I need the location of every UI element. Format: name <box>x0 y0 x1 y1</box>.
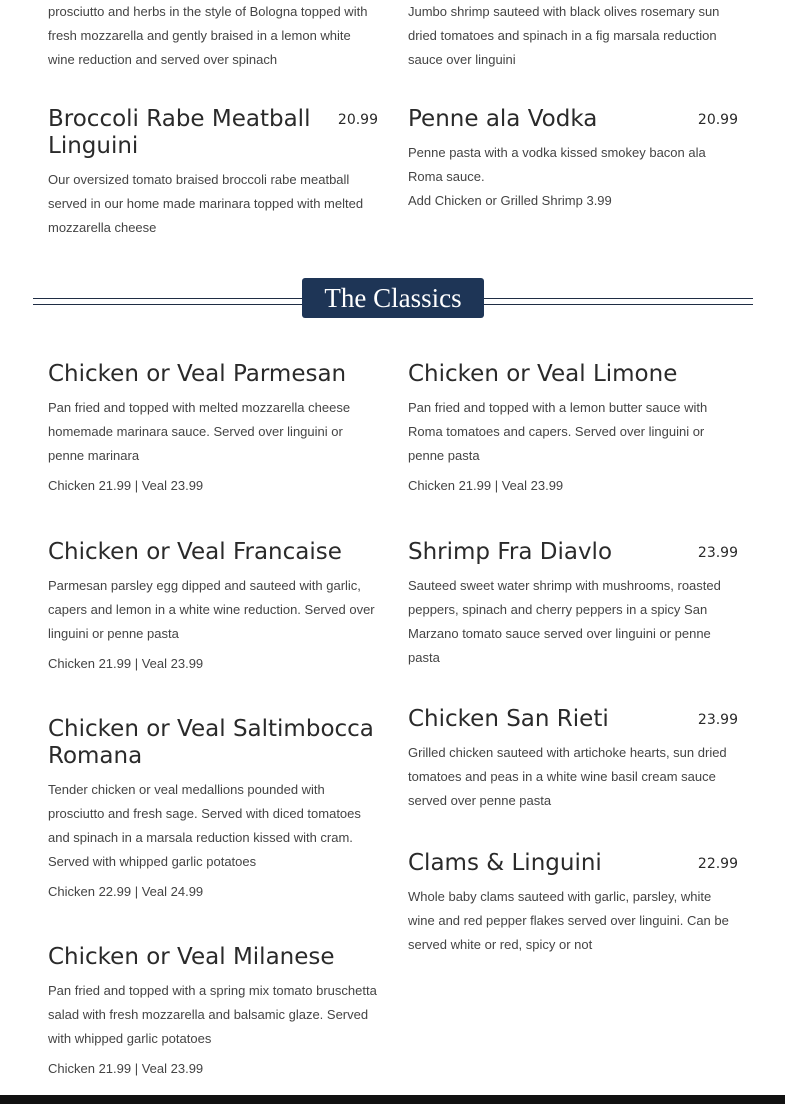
menu-item <box>48 539 378 671</box>
menu-item-addon: Add Chicken or Grilled Shrimp 3.99 <box>408 193 612 208</box>
menu-item <box>408 361 738 493</box>
menu-item-price: 23.99 <box>697 712 738 728</box>
menu-item-description: Whole baby clams sauteed with garlic, parsley, white wine and red pepper flakes served over linguini. Can be served white or red, spicy or not <box>408 889 729 952</box>
menu-item-description: Pan fried and topped with a spring mix tomato bruschetta salad with fresh mozzarella and balsamic glaze. Served with whipped garlic potatoes <box>48 983 377 1046</box>
section-title: The Classics <box>302 278 484 318</box>
menu-item-description: Parmesan parsley egg dipped and sauteed with garlic, capers and lemon in a white wine reduction. Served over linguini or penne pasta <box>48 578 375 641</box>
menu-item-description: Grilled chicken sauteed with artichoke hearts, sun dried tomatoes and peas in a white wine basil cream sauce served over penne pasta <box>408 745 727 808</box>
menu-item-name: Shrimp Fra Diavlo <box>408 539 613 565</box>
menu-item-name: Broccoli Rabe Meatball Linguini <box>48 106 311 159</box>
menu-item <box>408 106 738 213</box>
menu-item-description: Pan fried and topped with a lemon butter sauce with Roma tomatoes and capers. Served over linguini or penne pasta <box>408 400 708 463</box>
menu-item-name: Chicken San Rieti <box>408 706 609 732</box>
footer-bar <box>0 1095 785 1104</box>
menu-item <box>48 361 378 493</box>
menu-item-description: Our oversized tomato braised broccoli rabe meatball served in our home made marinara topped with melted mozzarella cheese <box>48 172 364 235</box>
menu-item-name: Penne ala Vodka <box>408 106 598 132</box>
menu-item-name: Chicken or Veal Francaise <box>48 539 342 565</box>
menu-item <box>48 106 378 240</box>
menu-item-description: Jumbo shrimp sauteed with black olives rosemary sun dried tomatoes and spinach in a fig marsala reduction sauce over linguini <box>408 4 720 67</box>
menu-item-description: Pan fried and topped with melted mozzarella cheese homemade marinara sauce. Served over linguini or penne marinara <box>48 400 351 463</box>
menu-item-price: 20.99 <box>337 112 378 128</box>
menu-item-description: prosciutto and herbs in the style of Bologna topped with fresh mozzarella and gently braised in a lemon white wine reduction and served over spinach <box>48 4 368 67</box>
menu-item-price: 22.99 <box>697 856 738 872</box>
menu-item-name: Chicken or Veal Parmesan <box>48 361 347 387</box>
menu-item <box>48 944 378 1076</box>
menu-item-price: 20.99 <box>697 112 738 128</box>
menu-item-description: Sauteed sweet water shrimp with mushrooms, roasted peppers, spinach and cherry peppers in a spicy San Marzano tomato sauce served over linguini or penne pasta <box>408 578 721 665</box>
menu-item-prices: Chicken 21.99 | Veal 23.99 <box>48 1061 204 1076</box>
menu-item-name: Chicken or Veal Milanese <box>48 944 335 970</box>
menu-item-prices: Chicken 21.99 | Veal 23.99 <box>48 478 204 493</box>
menu-item-prices: Chicken 21.99 | Veal 23.99 <box>408 478 564 493</box>
menu-item <box>48 716 378 899</box>
menu-item-name: Clams & Linguini <box>408 850 602 876</box>
menu-item-description: Tender chicken or veal medallions pounded with prosciutto and fresh sage. Served with diced tomatoes and spinach in a marsala reduction kissed with cram. Served with whipped garlic potatoes <box>48 782 361 869</box>
menu-item <box>408 539 738 670</box>
menu-item <box>408 850 738 957</box>
menu-item-prices: Chicken 22.99 | Veal 24.99 <box>48 884 204 899</box>
menu-item-description: Penne pasta with a vodka kissed smokey bacon ala Roma sauce. <box>408 145 706 184</box>
menu-item-price: 23.99 <box>697 545 738 561</box>
menu-item-prices: Chicken 21.99 | Veal 23.99 <box>48 656 204 671</box>
menu-item-name: Chicken or Veal Limone <box>408 361 678 387</box>
menu-item-name: Chicken or Veal Saltimbocca Romana <box>48 716 374 769</box>
menu-item <box>408 706 738 813</box>
